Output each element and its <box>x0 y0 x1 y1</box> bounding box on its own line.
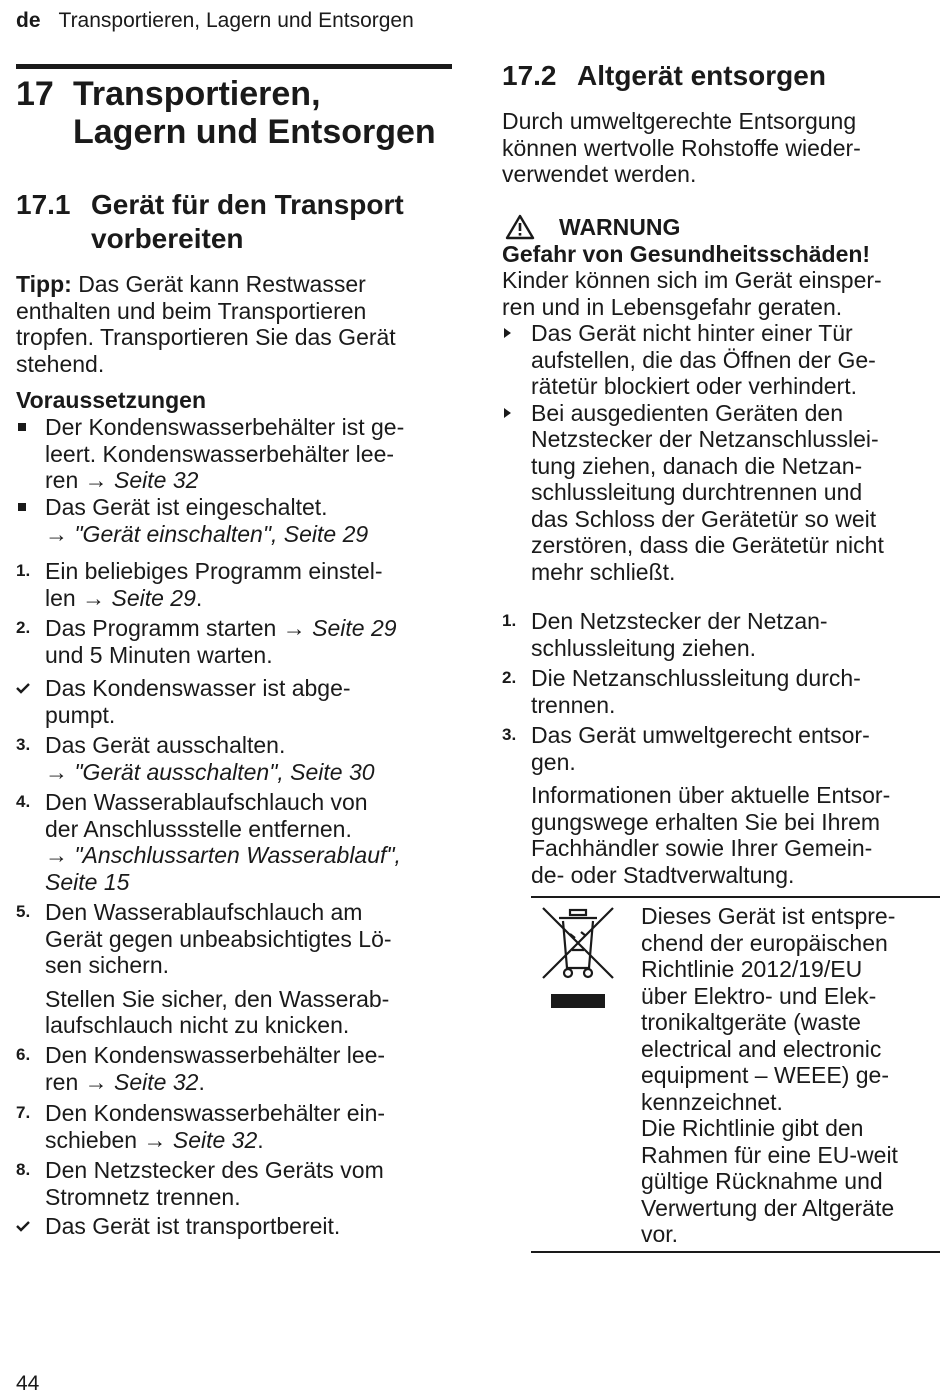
arrow-right-icon: → <box>84 467 108 493</box>
checkmark-icon <box>16 1219 30 1233</box>
step-item: 2. Das Programm starten → Seite 29 und 5 Minuten warten. <box>16 615 397 668</box>
checkmark-icon <box>16 681 30 695</box>
arrow-right-icon: → <box>143 1126 167 1153</box>
step-item: 3. Das Gerät ausschalten. → "Gerät ausschalten", Seite 30 <box>16 732 375 785</box>
step-item: 1. Ein beliebiges Programm einstel- len → Seite 29. <box>16 558 383 611</box>
warning-block: WARNUNG Gefahr von Gesundheitsschäden! Kinder können sich im Gerät einsper- ren und in Lebensgefahr geraten. Das Gerät nicht hinter einer Tür aufstellen, die das Öffnen der Ge- rätetür blockiert oder verhindert. Bei ausgedienten Geräten den Netzstecker der Netzanschlusslei- tung ziehen, danach die Netzan- schlussleitung durchtrennen und das Schloss der Gerätetür so weit zerstören, dass die Gerätetür nicht mehr schließt. <box>502 214 940 585</box>
warning-subheading: Gefahr von Gesundheitsschäden! <box>502 240 871 267</box>
page-reference-link[interactable]: "Gerät ausschalten", Seite 30 <box>74 758 375 785</box>
result-item: Das Kondenswasser ist abge- pumpt. <box>16 675 481 728</box>
step-item: 8. Den Netzstecker des Geräts vom Stromnetz trennen. <box>16 1157 384 1210</box>
chapter-rule <box>16 64 452 69</box>
crossed-out-bin-icon <box>539 906 617 1014</box>
arrow-right-icon: → <box>282 615 306 641</box>
step-item: 2. Die Netzanschlussleitung durch- trennen. <box>502 665 861 718</box>
language-code: de <box>16 9 41 32</box>
arrow-right-icon: → <box>82 584 106 611</box>
page-reference-link[interactable]: "Anschlussarten Wasserablauf", <box>74 842 401 868</box>
step-note: Stellen Sie sicher, den Wasserab- laufschlauch nicht zu knicken. <box>45 985 390 1038</box>
arrow-right-icon: → <box>84 1068 108 1095</box>
step-item: 6. Den Kondenswasserbehälter lee- ren → Seite 32. <box>16 1042 386 1095</box>
result-item: Das Gerät ist transportbereit. <box>16 1213 481 1240</box>
step-item: 5. Den Wasserablaufschlauch am Gerät gegen unbeabsichtigtes Lö- sen sichern. Stellen Sie sicher, den Wasserab- laufschlauch nicht zu knicken. <box>16 899 481 1039</box>
bullet-square-icon <box>18 423 26 431</box>
prerequisite-item: Der Kondenswasserbehälter ist ge- leert. Kondenswasserbehälter lee- ren → Seite 32 <box>16 414 481 494</box>
page-number: 44 <box>16 1372 40 1395</box>
page-reference-link[interactable]: Seite 32 <box>114 1068 199 1095</box>
warning-heading: WARNUNG <box>502 214 940 241</box>
page-reference-link[interactable]: Seite 32 <box>172 1126 258 1153</box>
page-reference-link[interactable]: Seite 29 <box>312 615 397 641</box>
warning-triangle-icon <box>505 214 535 240</box>
tip-paragraph: Tipp: Das Gerät kann Restwasser enthalten und beim Transportieren tropfen. Transportieren Sie das Gerät stehend. <box>16 271 396 377</box>
arrow-right-icon: → <box>45 758 68 785</box>
arrow-right-icon: → <box>45 520 68 547</box>
weee-info-box <box>531 896 940 1253</box>
step-item: 1. Den Netzstecker der Netzan- schlussleitung ziehen. <box>502 608 828 661</box>
page-reference-link[interactable]: "Gerät einschalten", Seite 29 <box>74 520 369 547</box>
arrow-right-icon: → <box>45 842 68 868</box>
step-note: Informationen über aktuelle Entsor- gungswege erhalten Sie bei Ihrem Fachhändler sowie Ihrer Gemein- de- oder Stadtverwaltung. <box>531 782 891 888</box>
intro-paragraph: Durch umweltgerechte Entsorgung können wertvolle Rohstoffe wieder- verwendet werden. <box>502 108 861 187</box>
running-title: Transportieren, Lagern und Entsorgen <box>58 9 414 32</box>
step-item: 3. Das Gerät umweltgerecht entsor- gen. Informationen über aktuelle Entsor- gungswege erhalten Sie bei Ihrem Fachhändler sowie Ihrer Gemein- de- oder Stadtverwaltung. <box>502 722 950 888</box>
bullet-square-icon <box>18 503 26 511</box>
bullet-triangle-icon <box>504 408 511 418</box>
section-17-2-title: 17.2 Altgerät entsorgen <box>502 60 826 91</box>
bullet-triangle-icon <box>504 328 511 338</box>
section-17-1-title: 17.1 Gerät für den Transport vorbereiten <box>16 189 404 254</box>
chapter-title: 17 Transportieren, Lagern und Entsorgen <box>16 75 436 151</box>
page-header <box>16 9 414 33</box>
step-item: 4. Den Wasserablaufschlauch von der Anschlussstelle entfernen. → "Anschlussarten Wasserablauf", Seite 15 <box>16 789 481 895</box>
step-item: 7. Den Kondenswasserbehälter ein- schieben → Seite 32. <box>16 1100 386 1153</box>
page-reference-link[interactable]: Seite 29 <box>111 584 196 611</box>
prerequisites-heading: Voraussetzungen <box>16 387 206 413</box>
weee-text: Dieses Gerät ist entspre- chend der europäischen Richtlinie 2012/19/EU über Elektro- und Elek- tronikaltgeräte (waste electrical and electronic equipment – WEEE) ge- kennzeichnet. Die Richtlinie gibt den Rahmen für eine EU-weit gültige Rücknahme und Verwertung der Altgeräte vor. <box>641 903 898 1247</box>
page-reference-link[interactable]: Seite 15 <box>45 868 130 895</box>
prerequisite-item: Das Gerät ist eingeschaltet. → "Gerät einschalten", Seite 29 <box>16 494 481 547</box>
warning-bullet: Bei ausgedienten Geräten den Netzstecker der Netzanschlusslei- tung ziehen, danach die Netzan- schlussleitung durchtrennen und das Schloss der Gerätetür so weit zerstören, dass die Gerätetür nicht mehr schließt. <box>502 400 940 586</box>
page-reference-link[interactable]: Seite 32 <box>114 467 199 493</box>
warning-bullet: Das Gerät nicht hinter einer Tür aufstellen, die das Öffnen der Ge- rätetür blockiert oder verhindert. <box>502 320 940 400</box>
